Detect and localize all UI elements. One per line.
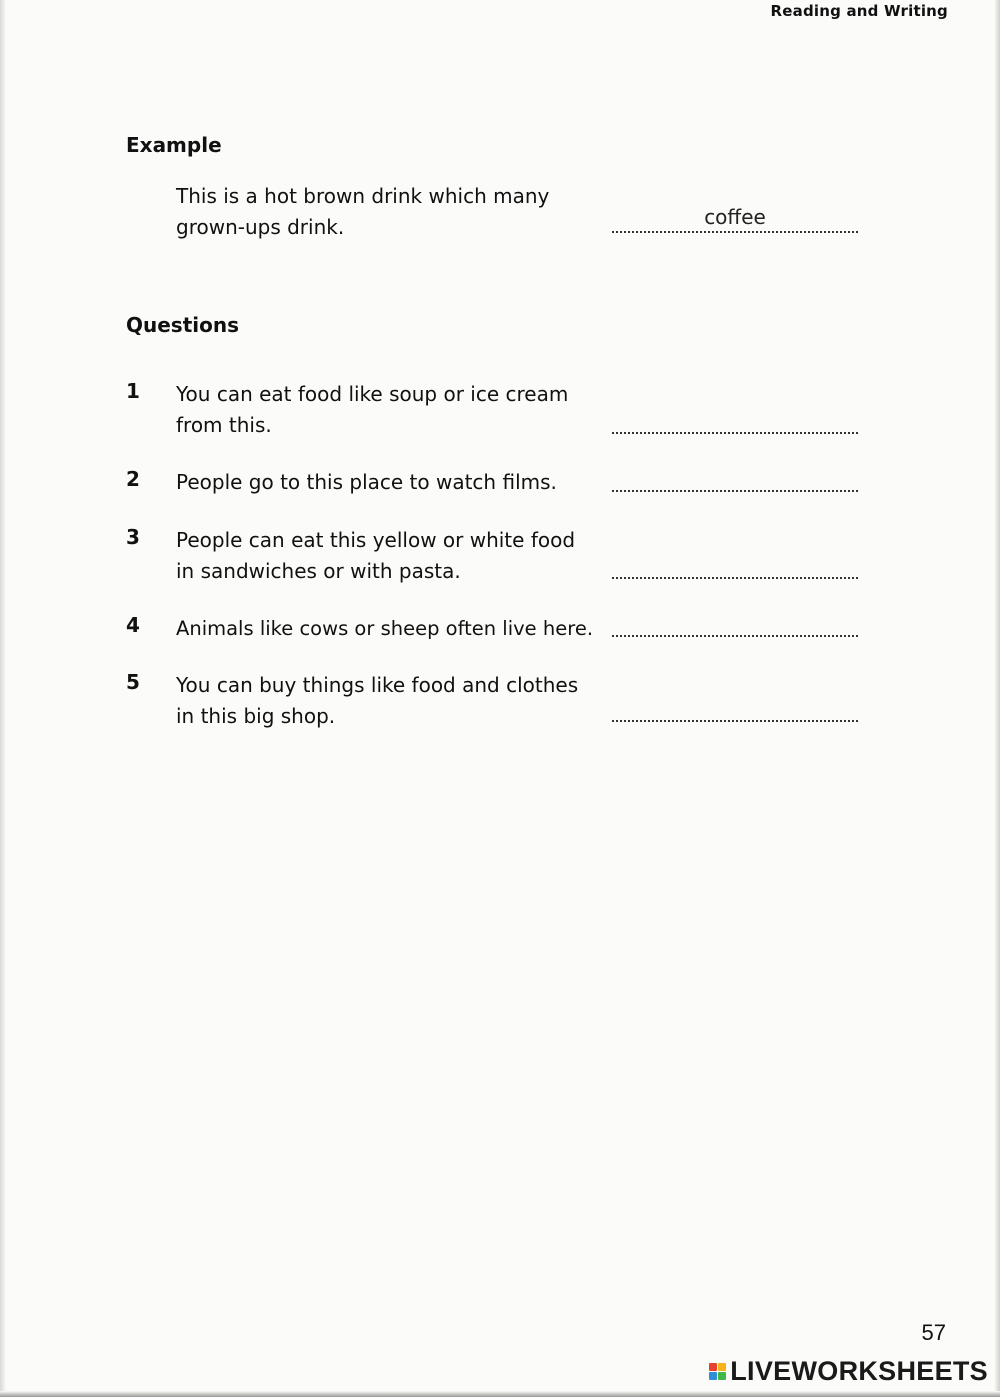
question-text: Animals like cows or sheep often live here. [176,617,594,640]
question-number: 2 [126,467,140,491]
question-text: People go to this place to watch films. [176,470,557,494]
question-number: 3 [126,525,140,549]
liveworksheets-logo-icon [709,1363,726,1380]
liveworksheets-watermark [709,1356,988,1387]
question-number: 4 [126,613,140,637]
example-answer: coffee [704,205,766,229]
example-heading: Example [126,133,222,157]
answer-field-5[interactable] [612,720,858,722]
answer-field-1[interactable] [612,432,858,434]
question-number: 5 [126,670,140,694]
page-edge-right [994,0,1000,1397]
questions-heading: Questions [126,313,240,337]
example-item [126,181,866,261]
answer-field-4[interactable] [612,635,858,637]
question-item-5 [126,670,866,750]
question-item-3 [126,525,866,605]
question-item-1 [126,379,866,459]
example-answer-line [612,205,858,233]
answer-field-3[interactable] [612,577,858,579]
running-head: Reading and Writing [770,2,948,20]
question-text: People can eat this yellow or white food in sandwiches or with pasta. [176,528,576,583]
page-number: 57 [921,1320,946,1345]
question-number: 1 [126,379,140,403]
answer-field-2[interactable] [612,490,858,492]
question-text: You can eat food like soup or ice cream from this. [176,382,569,437]
page-edge-bottom [0,1391,1000,1397]
question-text: You can buy things like food and clothes in this big shop. [176,673,579,728]
example-text: This is a hot brown drink which many grown-ups drink. [176,184,550,239]
page-edge-left [0,0,6,1397]
watermark-text: LIVEWORKSHEETS [730,1356,988,1386]
